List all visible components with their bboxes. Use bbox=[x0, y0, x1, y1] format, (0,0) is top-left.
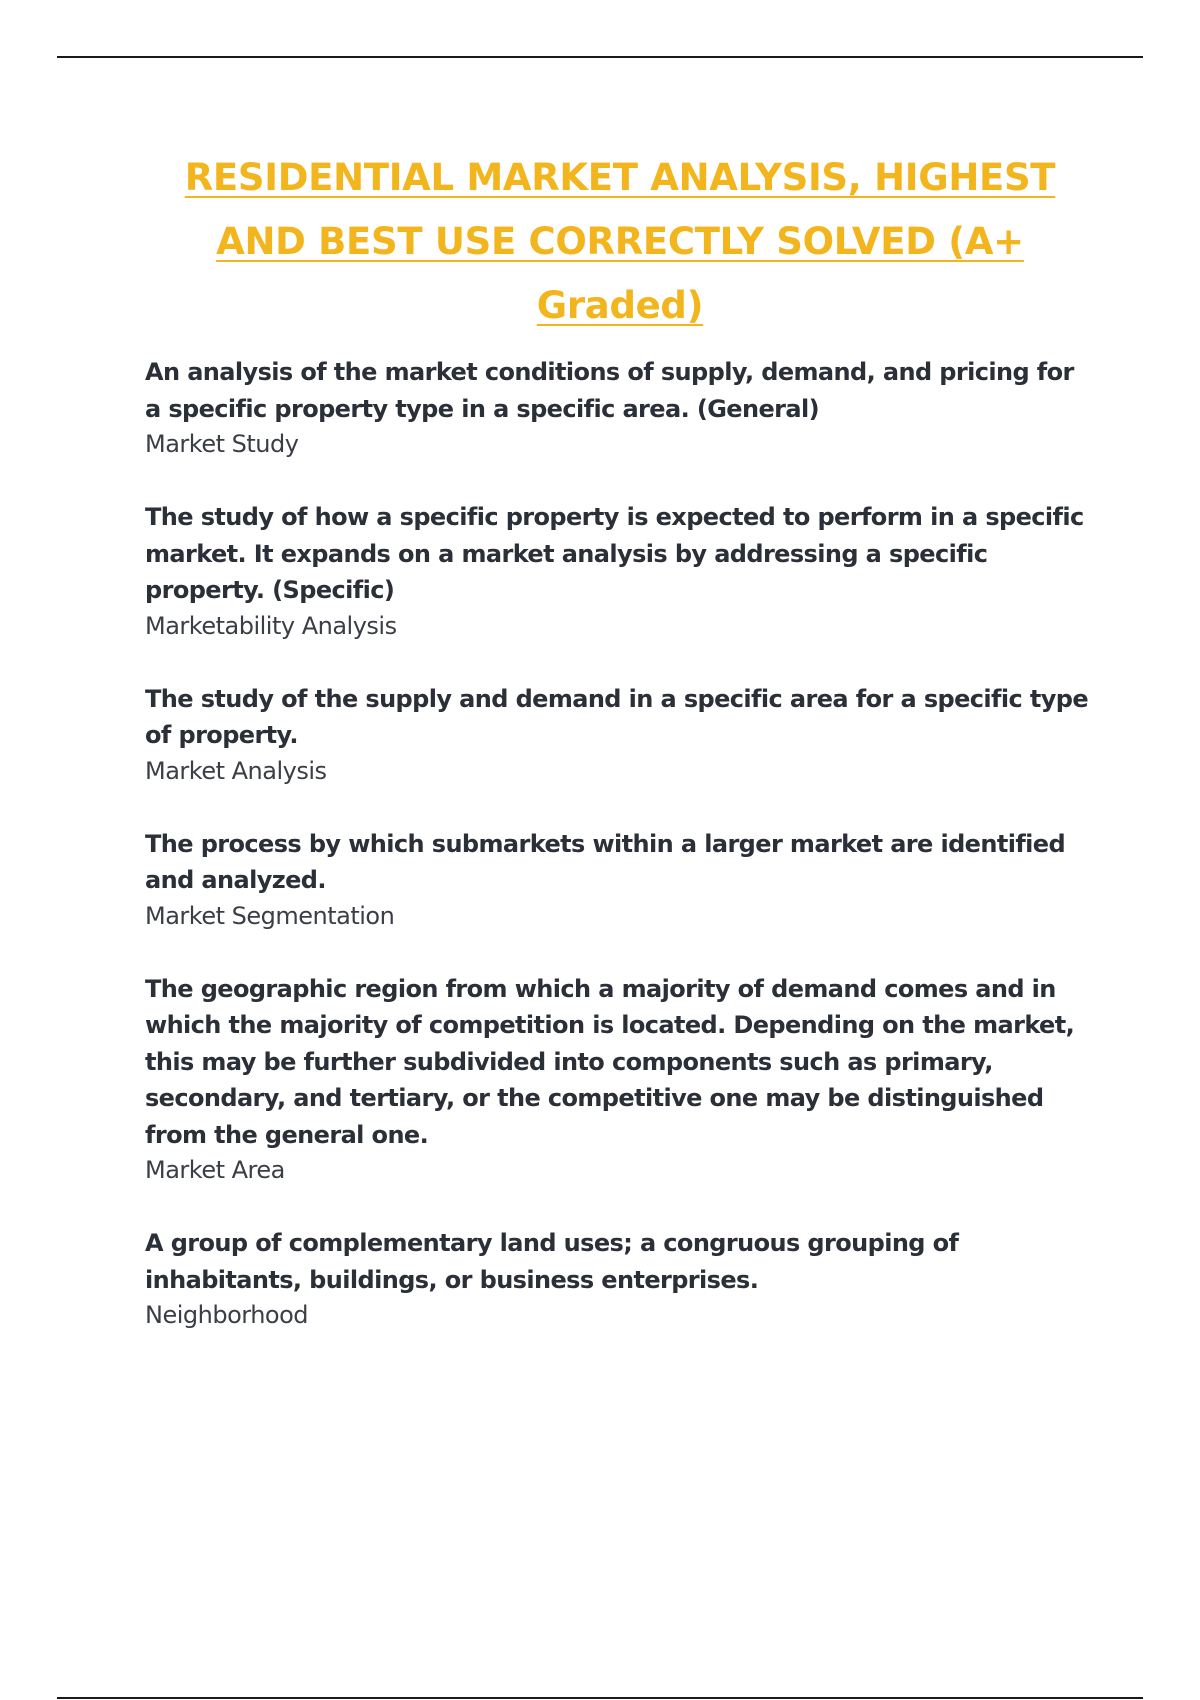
qa-entry bbox=[145, 354, 1090, 461]
question-text: The geographic region from which a majority of demand comes and in which the majority of competition is located. Depending on the market, this may be further subdivided into components such as primary, secondary, and tertiary, or the competitive one may be distinguished from the general one. bbox=[145, 974, 1075, 1149]
qa-list bbox=[145, 354, 1090, 1370]
qa-entry bbox=[145, 681, 1090, 788]
answer-text: Neighborhood bbox=[145, 1301, 309, 1329]
document-title bbox=[180, 146, 1060, 338]
answer-text: Market Analysis bbox=[145, 756, 327, 785]
header-rule bbox=[57, 56, 1143, 58]
question-text: A group of complementary land uses; a congruous grouping of inhabitants, buildings, or business enterprises. bbox=[145, 1229, 959, 1294]
answer-text: Market Study bbox=[145, 430, 299, 458]
qa-entry bbox=[145, 499, 1090, 643]
answer-text: Market Segmentation bbox=[145, 901, 395, 930]
question-text: The process by which submarkets within a larger market are identified and analyzed. bbox=[145, 829, 1066, 894]
answer-text: Market Area bbox=[145, 1156, 285, 1184]
question-text: The study of how a specific property is expected to perform in a specific market. It expands on a market analysis by addressing a specific property. (Specific) bbox=[145, 503, 1084, 604]
answer-text: Marketability Analysis bbox=[145, 611, 397, 640]
qa-entry bbox=[145, 826, 1090, 933]
qa-entry bbox=[145, 971, 1090, 1188]
question-text: An analysis of the market conditions of supply, demand, and pricing for a specific property type in a specific area. (General) bbox=[145, 358, 1074, 423]
footer-rule bbox=[57, 1697, 1143, 1699]
document-title-text: RESIDENTIAL MARKET ANALYSIS, HIGHEST AND BEST USE CORRECTLY SOLVED (A+ Graded) bbox=[184, 156, 1056, 327]
question-text: The study of the supply and demand in a specific area for a specific type of property. bbox=[145, 684, 1089, 749]
qa-entry bbox=[145, 1225, 1090, 1332]
